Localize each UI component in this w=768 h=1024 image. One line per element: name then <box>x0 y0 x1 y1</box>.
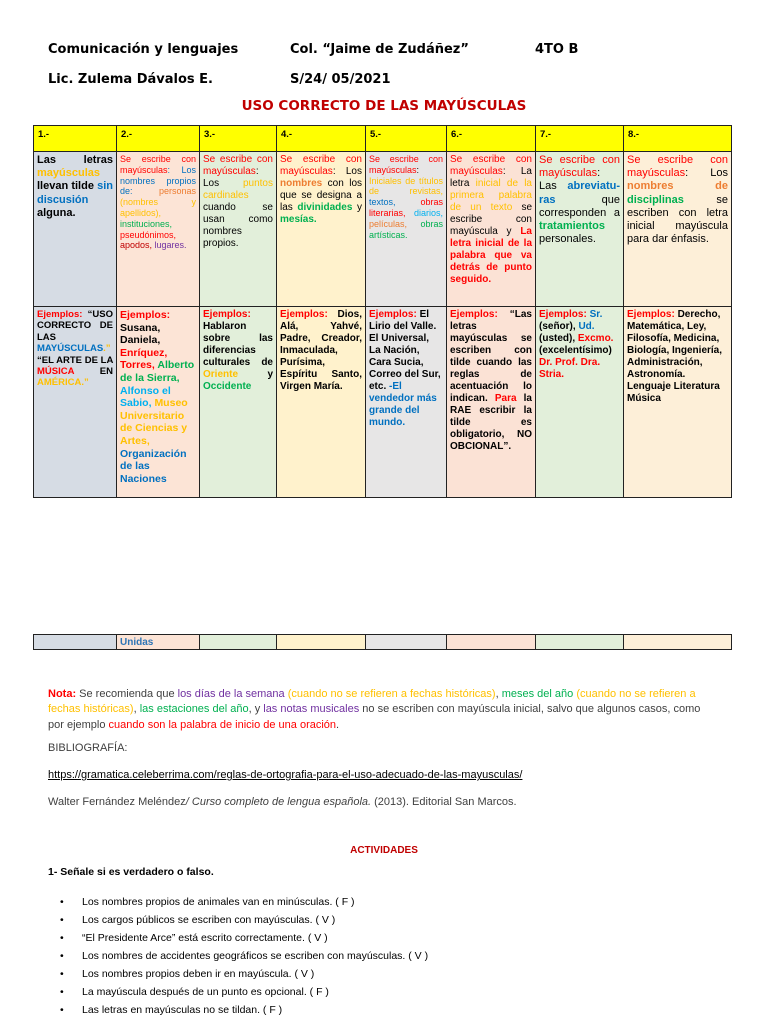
reference-details: (2013). Editorial San Marcos. <box>371 796 517 808</box>
text-segment: , y <box>248 703 264 716</box>
text-segment: , <box>495 688 502 700</box>
text-segment: .” <box>103 343 111 355</box>
text-segment: (señor), <box>539 321 579 332</box>
text-segment: : La letra <box>450 166 532 189</box>
text-segment: meses del año <box>501 688 577 700</box>
text-segment: apodos, <box>120 240 155 251</box>
rule-cell <box>447 152 536 307</box>
text-segment: la RAE escribir la tilde es obligatorio, NO OBCIONAL”. <box>450 393 532 452</box>
units-cell <box>34 635 117 650</box>
text-segment: películas, <box>369 218 421 229</box>
text-segment: Dr. Prof. Dra. Stria. <box>539 357 601 380</box>
text-segment: Se escribe con mayúsculas <box>120 154 196 175</box>
text-segment: . <box>336 718 340 731</box>
bibliography-reference <box>48 796 517 808</box>
text-segment: no se escriben con mayúscula inicial, salvo que algunos casos, como por ejemplo <box>48 703 701 731</box>
text-segment: : Los <box>685 167 728 180</box>
text-segment: Iniciales de títulos de revistas, <box>369 175 443 197</box>
text-segment: divinidades <box>297 202 358 213</box>
text-segment: puntos cardinales <box>203 178 273 201</box>
col-number: 2.- <box>117 126 200 152</box>
list-item: • La mayúscula después de un punto es opcional. ( F ) <box>56 986 428 1004</box>
units-cell <box>536 635 624 650</box>
rule-cell <box>277 152 366 307</box>
text-segment: las notas musicales <box>263 703 363 716</box>
text-segment: Ejemplos: <box>280 309 328 320</box>
rule-cell <box>366 152 447 307</box>
text-segment: Derecho, Matemática, Ley, Filosofía, Medicina, Biología, Ingeniería, Administración, Astronomía. Lenguaje Literatura Música <box>627 309 723 404</box>
activities-title: ACTIVIDADES <box>350 845 418 856</box>
col-number: 4.- <box>277 126 366 152</box>
list-item: • Las letras en mayúsculas no se tildan. ( F ) <box>56 1004 428 1022</box>
units-cell <box>366 635 447 650</box>
text-segment: (cuando no se refieren a fechas históricas) <box>287 688 496 700</box>
example-cell <box>34 307 117 498</box>
text-segment: MAYÚSCULAS <box>37 343 104 355</box>
rules-table <box>33 125 732 498</box>
subject-label: Comunicación y lenguajes <box>48 42 239 57</box>
text-segment: disciplinas <box>627 193 717 206</box>
text-segment: Se escribe con mayúsculas <box>280 154 362 177</box>
rule-cell <box>536 152 624 307</box>
text-segment: se escriben con letra inicial mayúscula <box>627 193 728 232</box>
text-segment: : Los <box>332 166 362 177</box>
col-number: 1.- <box>34 126 117 152</box>
numbers-row <box>34 126 732 152</box>
text-segment: : Las <box>539 167 601 193</box>
text-segment: Ejemplos: <box>627 309 675 320</box>
col-number: 7.- <box>536 126 624 152</box>
text-segment: abreviatu-ras <box>539 180 620 206</box>
text-segment: inicial de la primera palabra de un texto <box>450 178 532 213</box>
example-cell <box>624 307 732 498</box>
text-segment: nombres de <box>627 180 728 193</box>
list-item: • Los nombres propios deben ir en mayúscula. ( V ) <box>56 968 428 986</box>
text-segment: Se escribe con mayúsculas <box>369 154 443 175</box>
text-segment: Se escribe con mayúsculas <box>627 154 728 180</box>
col-number: 5.- <box>366 126 447 152</box>
text-segment: alguna. <box>37 206 76 219</box>
rule-cell <box>200 152 277 307</box>
text-segment: Ejemplos: <box>37 309 83 320</box>
text-segment: cuando se usan como nombres propios. <box>203 202 273 249</box>
text-segment: Sr. <box>589 309 603 320</box>
list-item: • Los cargos públicos se escriben con mayúsculas. ( V ) <box>56 914 428 932</box>
text-segment: Hablaron sobre las diferencias culturales de <box>203 321 273 368</box>
bibliography-link[interactable] <box>48 769 522 781</box>
text-segment: (excelentísimo) <box>539 345 612 356</box>
text-segment: Dios, Alá, Yahvé, Padre, Creador, Inmaculada, Purísima, Espíritu Santo, Virgen María. <box>280 309 362 392</box>
text-segment: diarios, <box>413 207 443 218</box>
units-cell <box>624 635 732 650</box>
text-segment: nombres <box>280 178 328 189</box>
text-segment: instituciones, <box>120 218 173 229</box>
col-number: 8.- <box>624 126 732 152</box>
text-segment: (nombres y apellidos), <box>120 197 196 218</box>
text-segment: AMÉRICA.” <box>37 377 89 389</box>
text-segment: obras artísticas. <box>369 218 443 240</box>
col-number: 3.- <box>200 126 277 152</box>
rule-cell <box>34 152 117 307</box>
text-segment: “USO CORRECTO DE LAS <box>37 309 113 343</box>
text-segment: “EL ARTE DE LA <box>37 354 113 366</box>
text-segment: Se recomienda que <box>79 688 178 700</box>
list-item: • Los nombres propios de animales van en minúsculas. ( F ) <box>56 896 428 914</box>
units-label: Unidas <box>117 635 200 650</box>
text-segment: -El vendedor más grande del mundo. <box>369 381 437 428</box>
text-segment: EN <box>99 365 113 377</box>
example-cell <box>277 307 366 498</box>
text-segment: las estaciones del año <box>139 703 249 716</box>
text-segment: Ejemplos: <box>539 309 587 320</box>
col-number: 6.- <box>447 126 536 152</box>
text-segment: mesías. <box>280 214 317 225</box>
text-segment: MÚSICA <box>37 365 100 377</box>
text-segment: y <box>267 369 273 380</box>
example-cell <box>536 307 624 498</box>
text-segment: Organización de las Naciones <box>120 447 187 485</box>
activities-list <box>56 896 428 1022</box>
text-segment: : Los nombres propios de: <box>120 164 196 197</box>
text-segment: Las letras <box>37 154 113 166</box>
text-segment: Museo Universitario de Ciencias y Artes, <box>120 397 188 447</box>
text-segment: sin discusión <box>37 180 113 206</box>
page-title: USO CORRECTO DE LAS MAYÚSCULAS <box>241 98 527 114</box>
reference-author: Walter Fernández Meléndez <box>48 796 186 808</box>
grade-label: 4TO B <box>535 42 579 57</box>
text-segment: y <box>357 202 363 213</box>
text-segment: , <box>133 703 140 716</box>
list-item: • Los nombres de accidentes geográficos se escriben con mayúsculas. ( V ) <box>56 950 428 968</box>
text-segment: llevan tilde <box>37 180 98 193</box>
bibliography-url[interactable]: https://gramatica.celeberrima.com/reglas-de-ortografia-para-el-uso-adecuado-de-las-mayusculas/ <box>48 769 523 781</box>
school-label: Col. “Jaime de Zudáñez” <box>290 42 469 57</box>
text-segment: Ejemplos: <box>120 309 171 321</box>
text-segment: textos, <box>369 197 421 208</box>
date-label: S/24/ 05/2021 <box>290 72 391 87</box>
text-segment: Se escribe con mayúsculas <box>539 154 620 180</box>
question-title: 1- Señale si es verdadero o falso. <box>48 866 214 878</box>
nota-paragraph <box>48 687 718 733</box>
text-segment: Se escribe con mayúsculas <box>203 154 273 177</box>
text-segment: Alfonso el Sabio, <box>120 384 171 410</box>
text-segment: Ejemplos: <box>450 309 498 320</box>
bibliography-label: BIBLIOGRAFÍA: <box>48 742 128 754</box>
units-cell <box>447 635 536 650</box>
text-segment: Oriente <box>203 369 268 380</box>
text-segment: Excmo. <box>577 333 614 344</box>
text-segment: : Los <box>203 166 259 189</box>
example-cell <box>366 307 447 498</box>
teacher-label: Lic. Zulema Dávalos E. <box>48 72 213 87</box>
text-segment: que corresponden a <box>539 193 620 219</box>
text-segment: Susana, Daniela, <box>120 321 161 347</box>
text-segment: La letra inicial de la palabra que va detrás de punto seguido. <box>450 226 532 285</box>
text-segment: Ejemplos: <box>369 309 417 320</box>
text-segment: “Las letras mayúsculas se escriben con tilde cuando las reglas de acentuación lo indican. <box>450 309 532 404</box>
rule-cell <box>624 152 732 307</box>
text-segment: Ejemplos: <box>203 309 251 320</box>
text-segment: lugares. <box>154 240 187 251</box>
text-segment: Alberto de la Sierra, <box>120 359 195 384</box>
text-segment: Enríquez, Torres, <box>120 346 168 372</box>
text-segment: Ud. <box>578 321 595 332</box>
example-cell <box>447 307 536 498</box>
text-segment: : <box>416 164 420 175</box>
text-segment: El Lirio del Valle. El Universal, La Nación, Cara Sucia, Correo del Sur, etc. <box>369 309 441 392</box>
text-segment: (usted), <box>539 333 578 344</box>
text-segment: cuando son la palabra de inicio de una oración <box>108 718 337 731</box>
text-segment: personales. <box>539 233 596 246</box>
examples-row <box>34 307 732 498</box>
example-cell <box>200 307 277 498</box>
text-segment: Para <box>494 393 524 404</box>
text-segment: Nota: <box>48 688 80 700</box>
text-segment: se escribe con mayúscula y <box>450 202 532 237</box>
rules-row <box>34 152 732 307</box>
units-cell <box>200 635 277 650</box>
text-segment: Occidente <box>203 381 252 392</box>
list-item: • “El Presidente Arce” está escrito correctamente. ( V ) <box>56 932 428 950</box>
text-segment: (cuando no se refieren a fechas históricas) <box>48 688 696 716</box>
text-segment: tratamientos <box>539 219 606 232</box>
text-segment: pseudónimos, <box>120 229 177 240</box>
text-segment: personas <box>158 186 196 197</box>
text-segment: los días de la semana <box>177 688 288 700</box>
text-segment: con los que se designa a las <box>280 178 363 213</box>
example-cell <box>117 307 200 498</box>
text-segment: para dar énfasis. <box>627 233 709 246</box>
reference-book: / Curso completo de lengua española. <box>185 796 372 808</box>
units-cell <box>277 635 366 650</box>
rule-cell <box>117 152 200 307</box>
text-segment: Se escribe con mayúsculas <box>450 154 532 177</box>
units-row <box>33 634 732 650</box>
text-segment: obras literarias, <box>369 197 443 218</box>
text-segment: mayúsculas <box>37 167 100 180</box>
